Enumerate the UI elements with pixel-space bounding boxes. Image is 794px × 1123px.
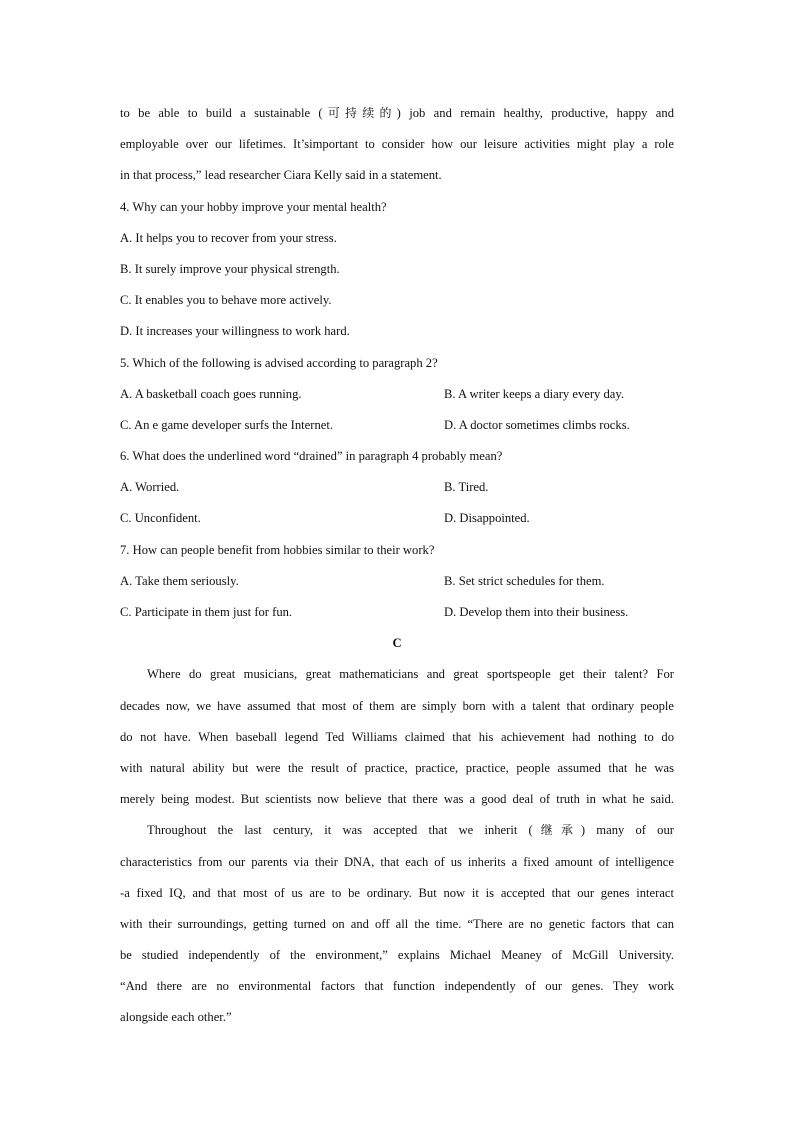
question-stem-4: 4. Why can your hobby improve your mental health?	[120, 199, 387, 214]
paragraph-2-line: Throughout the last century, it was accepted that we inherit (继承) many of our	[147, 823, 674, 838]
q4-option-c: C. It enables you to behave more actively.	[120, 293, 332, 308]
q4-option-d: D. It increases your willingness to work hard.	[120, 324, 350, 339]
q7-option-a: A. Take them seriously.	[120, 573, 239, 588]
passage-line: to be able to build a sustainable (可持续的) job and remain healthy, productive, happy and	[120, 106, 674, 120]
q5-option-a: A. A basketball coach goes running.	[120, 386, 302, 401]
paragraph-2-line: be studied independently of the environment,” explains Michael Meaney of McGill University.	[120, 948, 674, 963]
question-stem-6: 6. What does the underlined word “drained” in paragraph 4 probably mean?	[120, 449, 503, 464]
q7-option-d: D. Develop them into their business.	[444, 605, 629, 619]
q6-options-row-1	[120, 472, 674, 503]
chinese-gloss: 可持续的	[322, 106, 397, 120]
q7-options-row-1	[120, 566, 674, 597]
q5-options-row-1	[120, 379, 674, 410]
question-stem-5: 5. Which of the following is advised according to paragraph 2?	[120, 355, 438, 370]
passage-line: in that process,” lead researcher Ciara Kelly said in a statement.	[120, 168, 442, 183]
passage-line: employable over our lifetimes. It’simportant to consider how our leisure activities might play a role	[120, 137, 674, 152]
paragraph-2-line: characteristics from our parents via their DNA, that each of us inherits a fixed amount of intelligence	[120, 854, 674, 869]
paragraph-2-line: alongside each other.”	[120, 1010, 232, 1025]
q4-option-b: B. It surely improve your physical strength.	[120, 261, 340, 276]
q5-option-d: D. A doctor sometimes climbs rocks.	[444, 417, 630, 432]
q5-option-b: B. A writer keeps a diary every day.	[444, 386, 624, 401]
paragraph-2-line: with their surroundings, getting turned on and off all the time. “There are no genetic factors that can	[120, 916, 674, 931]
q4-option-a: A. It helps you to recover from your stress.	[120, 230, 337, 245]
q6-option-d: D. Disappointed.	[444, 511, 530, 526]
paragraph-1-line: decades now, we have assumed that most of them are simply born with a talent that ordinary people	[120, 698, 674, 713]
q7-options-row-2	[120, 597, 674, 628]
q6-option-c: C. Unconfident.	[120, 511, 201, 526]
q7-option-c: C. Participate in them just for fun.	[120, 605, 293, 619]
question-stem-7: 7. How can people benefit from hobbies similar to their work?	[120, 542, 435, 557]
paragraph-1-line: Where do great musicians, great mathematicians and great sportspeople get their talent? For	[147, 667, 674, 682]
q5-option-c: C. An e game developer surfs the Internet.	[120, 417, 333, 432]
document-page	[120, 98, 674, 1034]
paragraph-2-line: -a fixed IQ, and that most of us are to be ordinary. But now it is accepted that our genes interact	[120, 885, 674, 900]
paragraph-1-line: with natural ability but were the result of practice, practice, practice, people assumed that he was	[120, 760, 674, 775]
q7-option-b: B. Set strict schedules for them.	[444, 573, 605, 588]
paragraph-2-line: “And there are no environmental factors that function independently of our genes. They work	[120, 979, 674, 994]
q6-option-b: B. Tired.	[444, 480, 489, 495]
section-heading: C	[392, 636, 402, 651]
paragraph-1-line: do not have. When baseball legend Ted Williams claimed that his achievement had nothing to do	[120, 729, 674, 744]
q5-options-row-2	[120, 410, 674, 441]
paragraph-1-line: merely being modest. But scientists now believe that there was a good deal of truth in what he said.	[120, 792, 674, 807]
chinese-gloss: 继承	[532, 823, 581, 838]
q6-option-a: A. Worried.	[120, 480, 180, 495]
q6-options-row-2	[120, 503, 674, 534]
